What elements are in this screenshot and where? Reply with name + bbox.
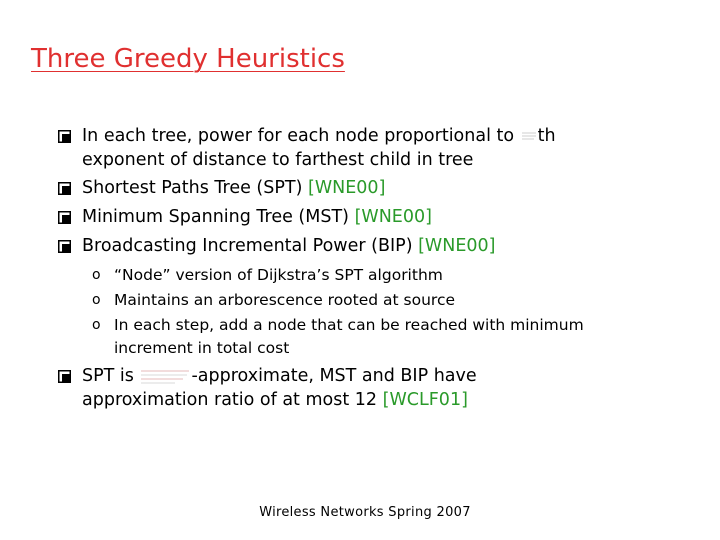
sub-bullet-text: “Node” version of Dijkstra’s SPT algorithm	[114, 266, 443, 284]
bullet-text-part: approximation ratio of at most 12	[82, 390, 378, 410]
citation: [WNE00]	[354, 207, 432, 227]
formula-placeholder-icon	[520, 129, 538, 143]
circle-bullet-icon: o	[92, 317, 101, 333]
bullet-text	[82, 386, 468, 416]
citation: [WNE00]	[418, 236, 496, 256]
circle-bullet-icon: o	[92, 267, 101, 283]
bullet-text	[82, 174, 385, 204]
sub-bullet-text: In each step, add a node that can be reached with minimum	[114, 316, 584, 334]
bullet-text-part: Minimum Spanning Tree (MST)	[82, 207, 349, 227]
sub-bullet-text: increment in total cost	[114, 339, 290, 357]
checkbox-bullet-icon	[58, 211, 71, 224]
bullet-text	[82, 203, 432, 233]
citation: [WNE00]	[308, 178, 386, 198]
checkbox-bullet-icon	[58, 130, 71, 143]
circle-bullet-icon: o	[92, 292, 101, 308]
bullet-text-part: In each tree, power for each node proportional to	[82, 126, 515, 146]
citation: [WCLF01]	[382, 390, 468, 410]
bullet-text-part: th	[537, 126, 556, 146]
bullet-text-part: -approximate, MST and BIP have	[191, 366, 477, 386]
bullet-text-part: Broadcasting Incremental Power (BIP)	[82, 236, 413, 256]
sub-bullet-text: Maintains an arborescence rooted at source	[114, 291, 456, 309]
bullet-text-part: SPT is	[82, 366, 134, 386]
bullet-text-part: Shortest Paths Tree (SPT)	[82, 178, 303, 198]
checkbox-bullet-icon	[58, 240, 71, 253]
formula-placeholder-icon	[139, 367, 191, 385]
slide-title: Three Greedy Heuristics	[31, 44, 345, 74]
checkbox-bullet-icon	[58, 370, 71, 383]
bullet-text	[82, 232, 495, 262]
checkbox-bullet-icon	[58, 182, 71, 195]
bullet-text: exponent of distance to farthest child in tree	[82, 150, 474, 170]
slide-footer: Wireless Networks Spring 2007	[259, 505, 471, 520]
